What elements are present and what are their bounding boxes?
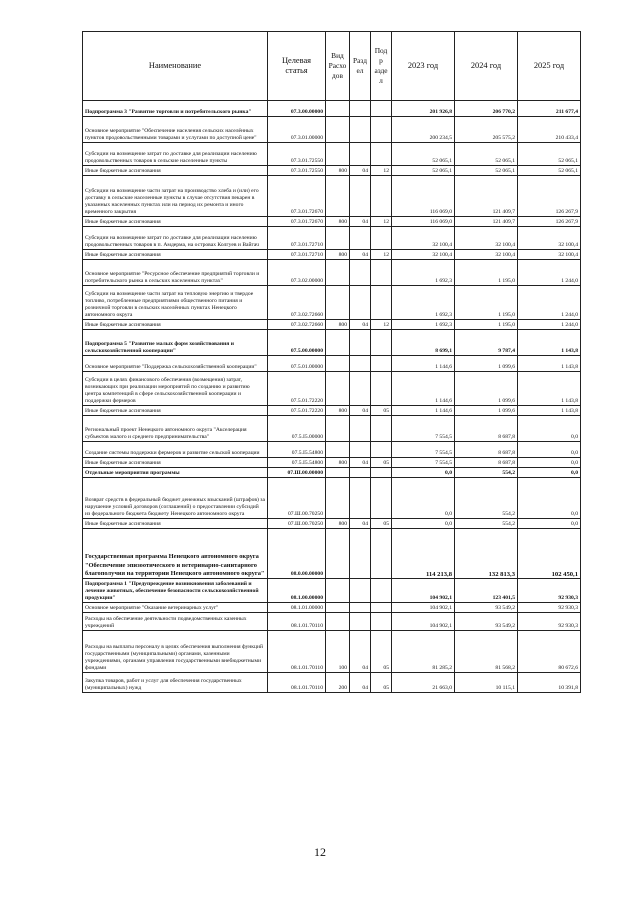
cell-y2024: 1 195,0	[455, 286, 518, 320]
cell-y2025: 102 450,1	[518, 529, 581, 579]
cell-code: 07.5.01.72220	[268, 372, 326, 406]
cell-y2023: 32 100,4	[392, 227, 455, 250]
cell-name: Расходы на выплаты персоналу в целях обеспечения выполнения функций государственными (муниципальными) органами, казенными учреждениями, органами управления государственными внебюджетными фондами	[83, 631, 268, 673]
cell-vid	[326, 143, 350, 166]
cell-y2023: 1 144,6	[392, 372, 455, 406]
cell-name: Возврат средств в федеральный бюджет денежных взысканий (штрафов) за нарушение условий договоров (соглашений) о предоставлении субсидий из федерального бюджета бюджету Ненецкого автономного округа	[83, 478, 268, 519]
cell-podr	[371, 468, 392, 478]
cell-y2025: 32 100,4	[518, 227, 581, 250]
cell-name: Региональный проект Ненецкого автономного округа "Акселерация субъектов малого и среднего предпринимательства"	[83, 416, 268, 442]
cell-podr	[371, 227, 392, 250]
cell-y2023: 8 699,1	[392, 330, 455, 356]
cell-razd	[350, 143, 371, 166]
cell-y2023: 0,0	[392, 478, 455, 519]
table-row	[83, 519, 581, 529]
cell-podr: 12	[371, 320, 392, 330]
cell-y2024: 8 687,8	[455, 458, 518, 468]
cell-code: 08.1.01.70110	[268, 673, 326, 693]
cell-y2025: 52 065,1	[518, 143, 581, 166]
cell-name: Субсидии в целях финансового обеспечения (возмещения) затрат, возникающих при реализации мероприятий по созданию и развитию центра компетенций в сфере сельскохозяйственной кооперации и поддержки фермеров	[83, 372, 268, 406]
cell-code: 07.3.01.72670	[268, 176, 326, 217]
cell-vid	[326, 613, 350, 631]
cell-vid	[326, 101, 350, 117]
cell-razd: 04	[350, 519, 371, 529]
table-row	[83, 579, 581, 603]
cell-razd: 04	[350, 631, 371, 673]
cell-y2024: 121 409,7	[455, 176, 518, 217]
cell-y2024: 9 787,4	[455, 330, 518, 356]
cell-y2024: 121 409,7	[455, 217, 518, 227]
cell-y2025: 1 143,8	[518, 330, 581, 356]
cell-razd	[350, 330, 371, 356]
cell-razd	[350, 416, 371, 442]
cell-y2025: 1 244,0	[518, 320, 581, 330]
cell-vid	[326, 478, 350, 519]
cell-y2025: 80 672,6	[518, 631, 581, 673]
cell-name: Закупка товаров, работ и услуг для обеспечения государственных (муниципальных) нужд	[83, 673, 268, 693]
table-row	[83, 372, 581, 406]
cell-y2024: 554,2	[455, 478, 518, 519]
table-row	[83, 143, 581, 166]
cell-code: 07.3.01.72670	[268, 217, 326, 227]
cell-podr	[371, 286, 392, 320]
cell-y2023: 116 069,0	[392, 217, 455, 227]
cell-vid	[326, 603, 350, 613]
cell-name: Иные бюджетные ассигнования	[83, 406, 268, 416]
cell-code: 07.3.02.72660	[268, 320, 326, 330]
cell-y2025: 0,0	[518, 519, 581, 529]
cell-razd: 04	[350, 458, 371, 468]
table-row	[83, 442, 581, 458]
table-row	[83, 406, 581, 416]
table-row	[83, 458, 581, 468]
table-row	[83, 613, 581, 631]
cell-vid	[326, 117, 350, 143]
cell-vid	[326, 468, 350, 478]
cell-razd: 04	[350, 406, 371, 416]
cell-y2025: 0,0	[518, 478, 581, 519]
cell-y2023: 1 692,3	[392, 260, 455, 286]
cell-name: Подпрограмма 1 "Предупреждение возникновения заболеваний и лечение животных, обеспечение безопасности сельскохозяйственной продукции"	[83, 579, 268, 603]
table-row	[83, 117, 581, 143]
table-row	[83, 468, 581, 478]
cell-vid	[326, 286, 350, 320]
cell-name: Основное мероприятие "Оказание ветеринарных услуг"	[83, 603, 268, 613]
cell-podr: 05	[371, 631, 392, 673]
cell-code: 07.5.I5.54800	[268, 442, 326, 458]
cell-razd	[350, 260, 371, 286]
cell-name: Основное мероприятие "Ресурсное обеспечение предприятий торговли и потребительского рынка в сельских населенных пунктах"	[83, 260, 268, 286]
cell-y2025: 52 065,1	[518, 166, 581, 176]
cell-code: 07.3.01.00000	[268, 117, 326, 143]
cell-vid	[326, 529, 350, 579]
cell-name: Иные бюджетные ассигнования	[83, 458, 268, 468]
cell-vid: 800	[326, 166, 350, 176]
cell-code: 07.Ш.00.70250	[268, 478, 326, 519]
cell-podr: 12	[371, 217, 392, 227]
cell-vid	[326, 442, 350, 458]
cell-razd	[350, 442, 371, 458]
cell-code: 08.1.01.70110	[268, 613, 326, 631]
cell-podr	[371, 372, 392, 406]
cell-y2023: 0,0	[392, 519, 455, 529]
header-vid: Вид Расхо дов	[326, 32, 350, 101]
header-podr: Подр азде л	[371, 32, 392, 101]
cell-y2025: 92 930,3	[518, 603, 581, 613]
cell-y2023: 7 554,5	[392, 416, 455, 442]
cell-podr	[371, 442, 392, 458]
cell-y2025: 92 930,3	[518, 613, 581, 631]
cell-y2023: 1 144,6	[392, 406, 455, 416]
cell-y2024: 1 099,6	[455, 406, 518, 416]
cell-name: Иные бюджетные ассигнования	[83, 519, 268, 529]
budget-table	[82, 31, 581, 693]
cell-y2024: 206 770,2	[455, 101, 518, 117]
cell-vid	[326, 579, 350, 603]
cell-y2025: 210 433,4	[518, 117, 581, 143]
cell-name: Иные бюджетные ассигнования	[83, 217, 268, 227]
cell-name: Подпрограмма 5 "Развитие малых форм хозяйствования и сельскохозяйственной кооперации"	[83, 330, 268, 356]
cell-code: 07.5.I5.54800	[268, 458, 326, 468]
cell-y2025: 0,0	[518, 442, 581, 458]
cell-vid: 800	[326, 519, 350, 529]
cell-vid: 800	[326, 320, 350, 330]
cell-razd	[350, 227, 371, 250]
cell-vid	[326, 372, 350, 406]
table-row	[83, 631, 581, 673]
page-number: 12	[314, 845, 326, 859]
cell-y2024: 132 813,3	[455, 529, 518, 579]
cell-name: Отдельные мероприятия программы	[83, 468, 268, 478]
cell-y2023: 7 554,5	[392, 458, 455, 468]
cell-y2024: 205 575,2	[455, 117, 518, 143]
cell-y2023: 114 213,8	[392, 529, 455, 579]
cell-vid: 800	[326, 250, 350, 260]
cell-y2023: 7 554,5	[392, 442, 455, 458]
cell-name: Создание системы поддержки фермеров и развитие сельской кооперации	[83, 442, 268, 458]
cell-code: 08.1.01.70110	[268, 631, 326, 673]
cell-vid	[326, 260, 350, 286]
cell-y2023: 1 144,6	[392, 356, 455, 372]
table-row	[83, 176, 581, 217]
cell-razd	[350, 286, 371, 320]
cell-name: Иные бюджетные ассигнования	[83, 166, 268, 176]
cell-razd: 04	[350, 250, 371, 260]
cell-y2025: 1 244,0	[518, 260, 581, 286]
cell-y2024: 554,2	[455, 519, 518, 529]
header-2023: 2023 год	[392, 32, 455, 101]
cell-code: 07.Ш.00.00000	[268, 468, 326, 478]
cell-y2024: 10 115,1	[455, 673, 518, 693]
table-row	[83, 416, 581, 442]
cell-podr	[371, 330, 392, 356]
header-2024: 2024 год	[455, 32, 518, 101]
cell-vid: 800	[326, 458, 350, 468]
table-row	[83, 478, 581, 519]
cell-name: Государственная программа Ненецкого автономного округа "Обеспечение эпизоотического и ветеринарно-санитарного благополучия на территории Ненецкого автономного округа"	[83, 529, 268, 579]
cell-razd	[350, 356, 371, 372]
cell-y2024: 93 549,2	[455, 603, 518, 613]
cell-y2024: 123 401,5	[455, 579, 518, 603]
cell-razd	[350, 468, 371, 478]
cell-y2025: 126 267,9	[518, 176, 581, 217]
cell-y2024: 32 100,4	[455, 227, 518, 250]
cell-name: Субсидии на возмещение части затрат на производство хлеба и (или) его доставку в сельские населенные пункты в случае отсутствия пекарен в указанных населенных пунктах или на период их ремонта и иного временного закрытия	[83, 176, 268, 217]
cell-y2023: 116 069,0	[392, 176, 455, 217]
table-row	[83, 101, 581, 117]
cell-y2024: 93 549,2	[455, 613, 518, 631]
cell-podr: 12	[371, 250, 392, 260]
cell-y2024: 52 065,1	[455, 143, 518, 166]
cell-y2025: 92 930,3	[518, 579, 581, 603]
cell-razd	[350, 101, 371, 117]
cell-name: Субсидии на возмещение затрат по доставке для реализации населению продовольственных товаров в п. Амдерма, на островах Колгуев и Вайгач	[83, 227, 268, 250]
cell-y2024: 1 195,0	[455, 320, 518, 330]
cell-vid: 800	[326, 406, 350, 416]
cell-y2025: 0,0	[518, 458, 581, 468]
cell-podr	[371, 478, 392, 519]
cell-y2025: 0,0	[518, 416, 581, 442]
cell-razd	[350, 579, 371, 603]
cell-y2025: 211 677,4	[518, 101, 581, 117]
cell-razd	[350, 117, 371, 143]
cell-name: Расходы на обеспечение деятельности подведомственных казенных учреждений	[83, 613, 268, 631]
header-razd: Разд ел	[350, 32, 371, 101]
table-row	[83, 603, 581, 613]
cell-y2025: 0,0	[518, 468, 581, 478]
cell-code: 07.3.02.72660	[268, 286, 326, 320]
cell-y2025: 1 244,0	[518, 286, 581, 320]
cell-y2024: 81 568,2	[455, 631, 518, 673]
cell-y2024: 1 099,6	[455, 372, 518, 406]
cell-podr	[371, 529, 392, 579]
cell-podr	[371, 603, 392, 613]
cell-y2024: 8 687,8	[455, 442, 518, 458]
table-row	[83, 330, 581, 356]
table-row	[83, 227, 581, 250]
cell-name: Основное мероприятие "Обеспечение населения сельских населённых пунктов продовольственными товарами и услугами по доступной цене"	[83, 117, 268, 143]
cell-razd: 04	[350, 166, 371, 176]
table-row	[83, 166, 581, 176]
cell-code: 07.5.01.72220	[268, 406, 326, 416]
cell-y2024: 8 687,8	[455, 416, 518, 442]
cell-y2024: 1 099,6	[455, 356, 518, 372]
cell-y2023: 0,0	[392, 468, 455, 478]
cell-code: 07.3.01.72550	[268, 143, 326, 166]
cell-podr: 05	[371, 673, 392, 693]
cell-y2023: 104 902,1	[392, 613, 455, 631]
table-row	[83, 356, 581, 372]
table-row	[83, 217, 581, 227]
cell-y2023: 104 902,1	[392, 579, 455, 603]
cell-y2025: 32 100,4	[518, 250, 581, 260]
cell-y2023: 32 100,4	[392, 250, 455, 260]
cell-code: 07.3.00.00000	[268, 101, 326, 117]
cell-code: 07.5.I5.00000	[268, 416, 326, 442]
cell-podr: 05	[371, 406, 392, 416]
cell-podr	[371, 260, 392, 286]
cell-razd: 04	[350, 673, 371, 693]
cell-razd	[350, 603, 371, 613]
table-row	[83, 260, 581, 286]
table-row	[83, 529, 581, 579]
table-row	[83, 673, 581, 693]
table-row	[83, 286, 581, 320]
header-name: Наименование	[83, 32, 268, 101]
cell-y2023: 81 285,2	[392, 631, 455, 673]
cell-podr: 05	[371, 458, 392, 468]
table-header-row	[83, 32, 581, 101]
cell-razd: 04	[350, 217, 371, 227]
cell-razd: 04	[350, 320, 371, 330]
cell-y2023: 52 065,1	[392, 143, 455, 166]
cell-y2025: 1 143,8	[518, 406, 581, 416]
cell-razd	[350, 529, 371, 579]
cell-podr: 12	[371, 166, 392, 176]
cell-razd	[350, 372, 371, 406]
cell-y2024: 52 065,1	[455, 166, 518, 176]
cell-y2023: 1 692,3	[392, 320, 455, 330]
cell-code: 07.5.01.00000	[268, 356, 326, 372]
cell-name: Подпрограмма 3 "Развитие торговли и потребительского рынка"	[83, 101, 268, 117]
cell-podr	[371, 416, 392, 442]
cell-y2025: 10 391,8	[518, 673, 581, 693]
cell-name: Основное мероприятие "Поддержка сельскохозяйственной кооперации"	[83, 356, 268, 372]
cell-podr	[371, 143, 392, 166]
cell-vid: 100	[326, 631, 350, 673]
cell-name: Субсидии на возмещение затрат по доставке для реализации населению продовольственных товаров в сельские населенные пункты	[83, 143, 268, 166]
cell-podr	[371, 356, 392, 372]
cell-y2024: 554,2	[455, 468, 518, 478]
cell-vid	[326, 176, 350, 217]
table-row	[83, 320, 581, 330]
cell-y2023: 1 692,3	[392, 286, 455, 320]
cell-vid: 800	[326, 217, 350, 227]
budget-table-container	[82, 31, 581, 693]
cell-razd	[350, 613, 371, 631]
cell-razd	[350, 478, 371, 519]
cell-podr	[371, 613, 392, 631]
cell-name: Иные бюджетные ассигнования	[83, 320, 268, 330]
cell-code: 07.3.01.72550	[268, 166, 326, 176]
cell-podr	[371, 176, 392, 217]
cell-razd	[350, 176, 371, 217]
header-2025: 2025 год	[518, 32, 581, 101]
cell-y2023: 104 902,1	[392, 603, 455, 613]
cell-vid	[326, 227, 350, 250]
cell-y2025: 1 143,8	[518, 372, 581, 406]
cell-name: Субсидии на возмещение части затрат на тепловую энергию и твердое топливо, потребленные предприятиями общественного питания и розничной торговли в сельских населённых пунктах Ненецкого автономного округа	[83, 286, 268, 320]
cell-podr	[371, 579, 392, 603]
cell-y2023: 200 234,5	[392, 117, 455, 143]
cell-y2025: 126 267,9	[518, 217, 581, 227]
header-code: Целевая статья	[268, 32, 326, 101]
cell-y2023: 201 926,8	[392, 101, 455, 117]
cell-vid	[326, 416, 350, 442]
cell-code: 08.1.01.00000	[268, 603, 326, 613]
cell-podr	[371, 117, 392, 143]
cell-podr: 05	[371, 519, 392, 529]
cell-vid	[326, 330, 350, 356]
table-row	[83, 250, 581, 260]
cell-name: Иные бюджетные ассигнования	[83, 250, 268, 260]
cell-y2024: 1 195,0	[455, 260, 518, 286]
cell-code: 07.Ш.00.70250	[268, 519, 326, 529]
cell-vid	[326, 356, 350, 372]
cell-code: 07.3.02.00000	[268, 260, 326, 286]
cell-code: 07.3.01.72710	[268, 250, 326, 260]
cell-code: 08.1.00.00000	[268, 579, 326, 603]
cell-code: 07.5.00.00000	[268, 330, 326, 356]
cell-vid: 200	[326, 673, 350, 693]
cell-y2023: 52 065,1	[392, 166, 455, 176]
cell-code: 08.0.00.00000	[268, 529, 326, 579]
cell-y2024: 32 100,4	[455, 250, 518, 260]
cell-podr	[371, 101, 392, 117]
cell-y2025: 1 143,8	[518, 356, 581, 372]
cell-code: 07.3.01.72710	[268, 227, 326, 250]
cell-y2023: 21 663,0	[392, 673, 455, 693]
